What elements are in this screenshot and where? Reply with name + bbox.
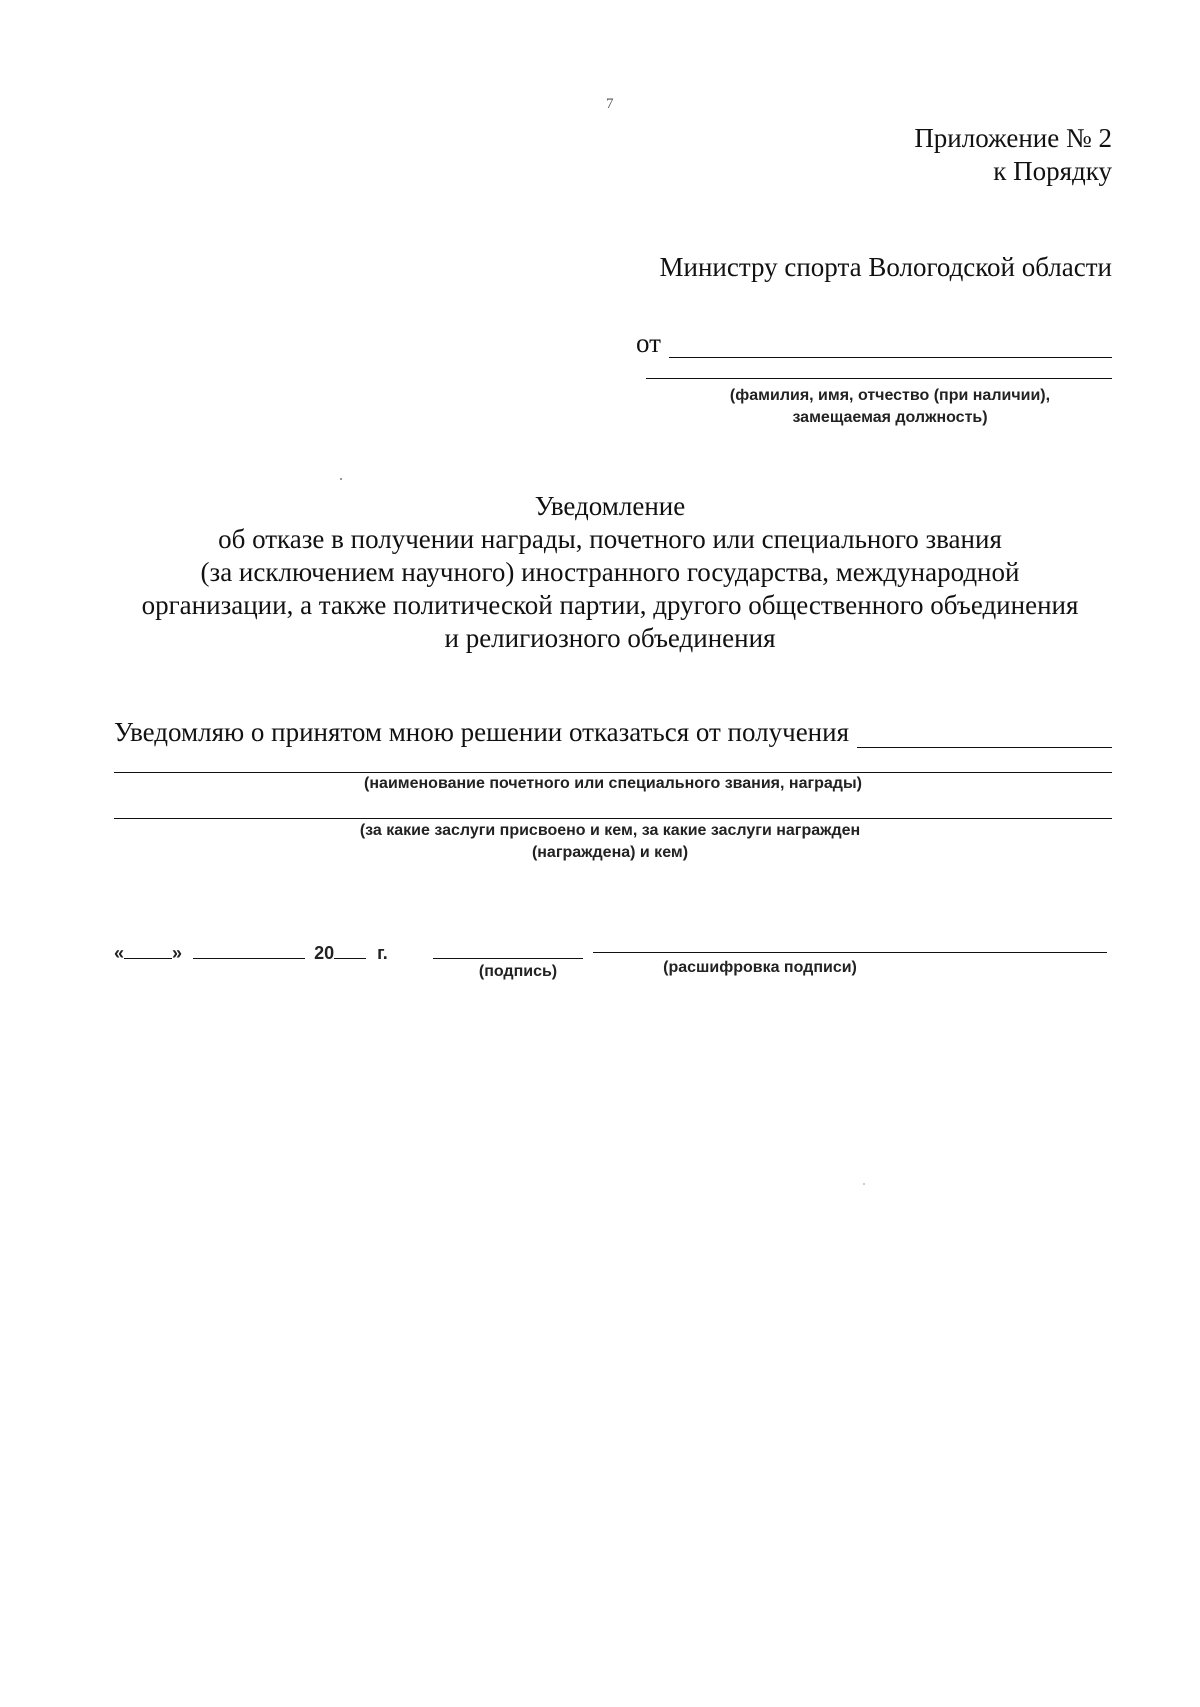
award-hint: (наименование почетного или специального звания, награды) xyxy=(364,775,862,792)
year-suffix: г. xyxy=(377,943,388,963)
signature-blank[interactable] xyxy=(433,958,583,959)
addressee: Министру спорта Вологодской области xyxy=(659,252,1112,282)
document-title xyxy=(90,490,1130,655)
from-label: от xyxy=(636,328,661,358)
signature-hint: (подпись) xyxy=(478,963,558,980)
merit-blank-line[interactable] xyxy=(114,818,1112,819)
quote-open: « xyxy=(114,943,125,963)
title-line-1: Уведомление xyxy=(534,491,686,521)
appendix-line-1: Приложение № 2 xyxy=(914,123,1112,153)
scan-speck xyxy=(340,478,342,480)
year-blank[interactable] xyxy=(334,940,366,959)
statement-field[interactable] xyxy=(114,716,1112,748)
signature-decode-blank[interactable] xyxy=(593,952,1107,953)
from-hint-line-1: (фамилия, имя, отчество (при наличии), xyxy=(729,387,1051,404)
page-number: 7 xyxy=(606,96,614,112)
title-line-5: и религиозного объединения xyxy=(444,623,776,653)
title-line-2: об отказе в получении награды, почетного или специального звания xyxy=(218,524,1002,554)
scan-speck-2 xyxy=(863,1183,865,1185)
from-blank-line-2[interactable] xyxy=(646,378,1112,379)
month-blank[interactable] xyxy=(193,940,305,959)
from-blank-line-1[interactable] xyxy=(669,331,1112,358)
from-hint xyxy=(680,385,1100,429)
signature-decode-hint: (расшифровка подписи) xyxy=(663,959,857,976)
merit-hint-line-1: (за какие заслуги присвоено и кем, за какие заслуги награжден xyxy=(359,822,861,839)
quote-close: » xyxy=(172,943,183,963)
appendix-header xyxy=(914,122,1112,188)
award-blank-line-1[interactable] xyxy=(857,721,1112,748)
date-field xyxy=(114,940,388,964)
merit-hint xyxy=(300,820,920,864)
from-hint-line-2: замещаемая должность) xyxy=(792,409,988,426)
appendix-line-2: к Порядку xyxy=(993,156,1112,186)
day-blank[interactable] xyxy=(124,940,172,959)
title-line-3: (за исключением научного) иностранного государства, международной xyxy=(200,557,1020,587)
year-prefix: 20 xyxy=(314,943,335,963)
from-field[interactable] xyxy=(636,328,1112,358)
merit-hint-line-2: (награждена) и кем) xyxy=(531,844,689,861)
title-line-4: организации, а также политической партии, другого общественного объединения xyxy=(141,590,1079,620)
statement-text: Уведомляю о принятом мною решении отказаться от получения xyxy=(114,717,849,747)
